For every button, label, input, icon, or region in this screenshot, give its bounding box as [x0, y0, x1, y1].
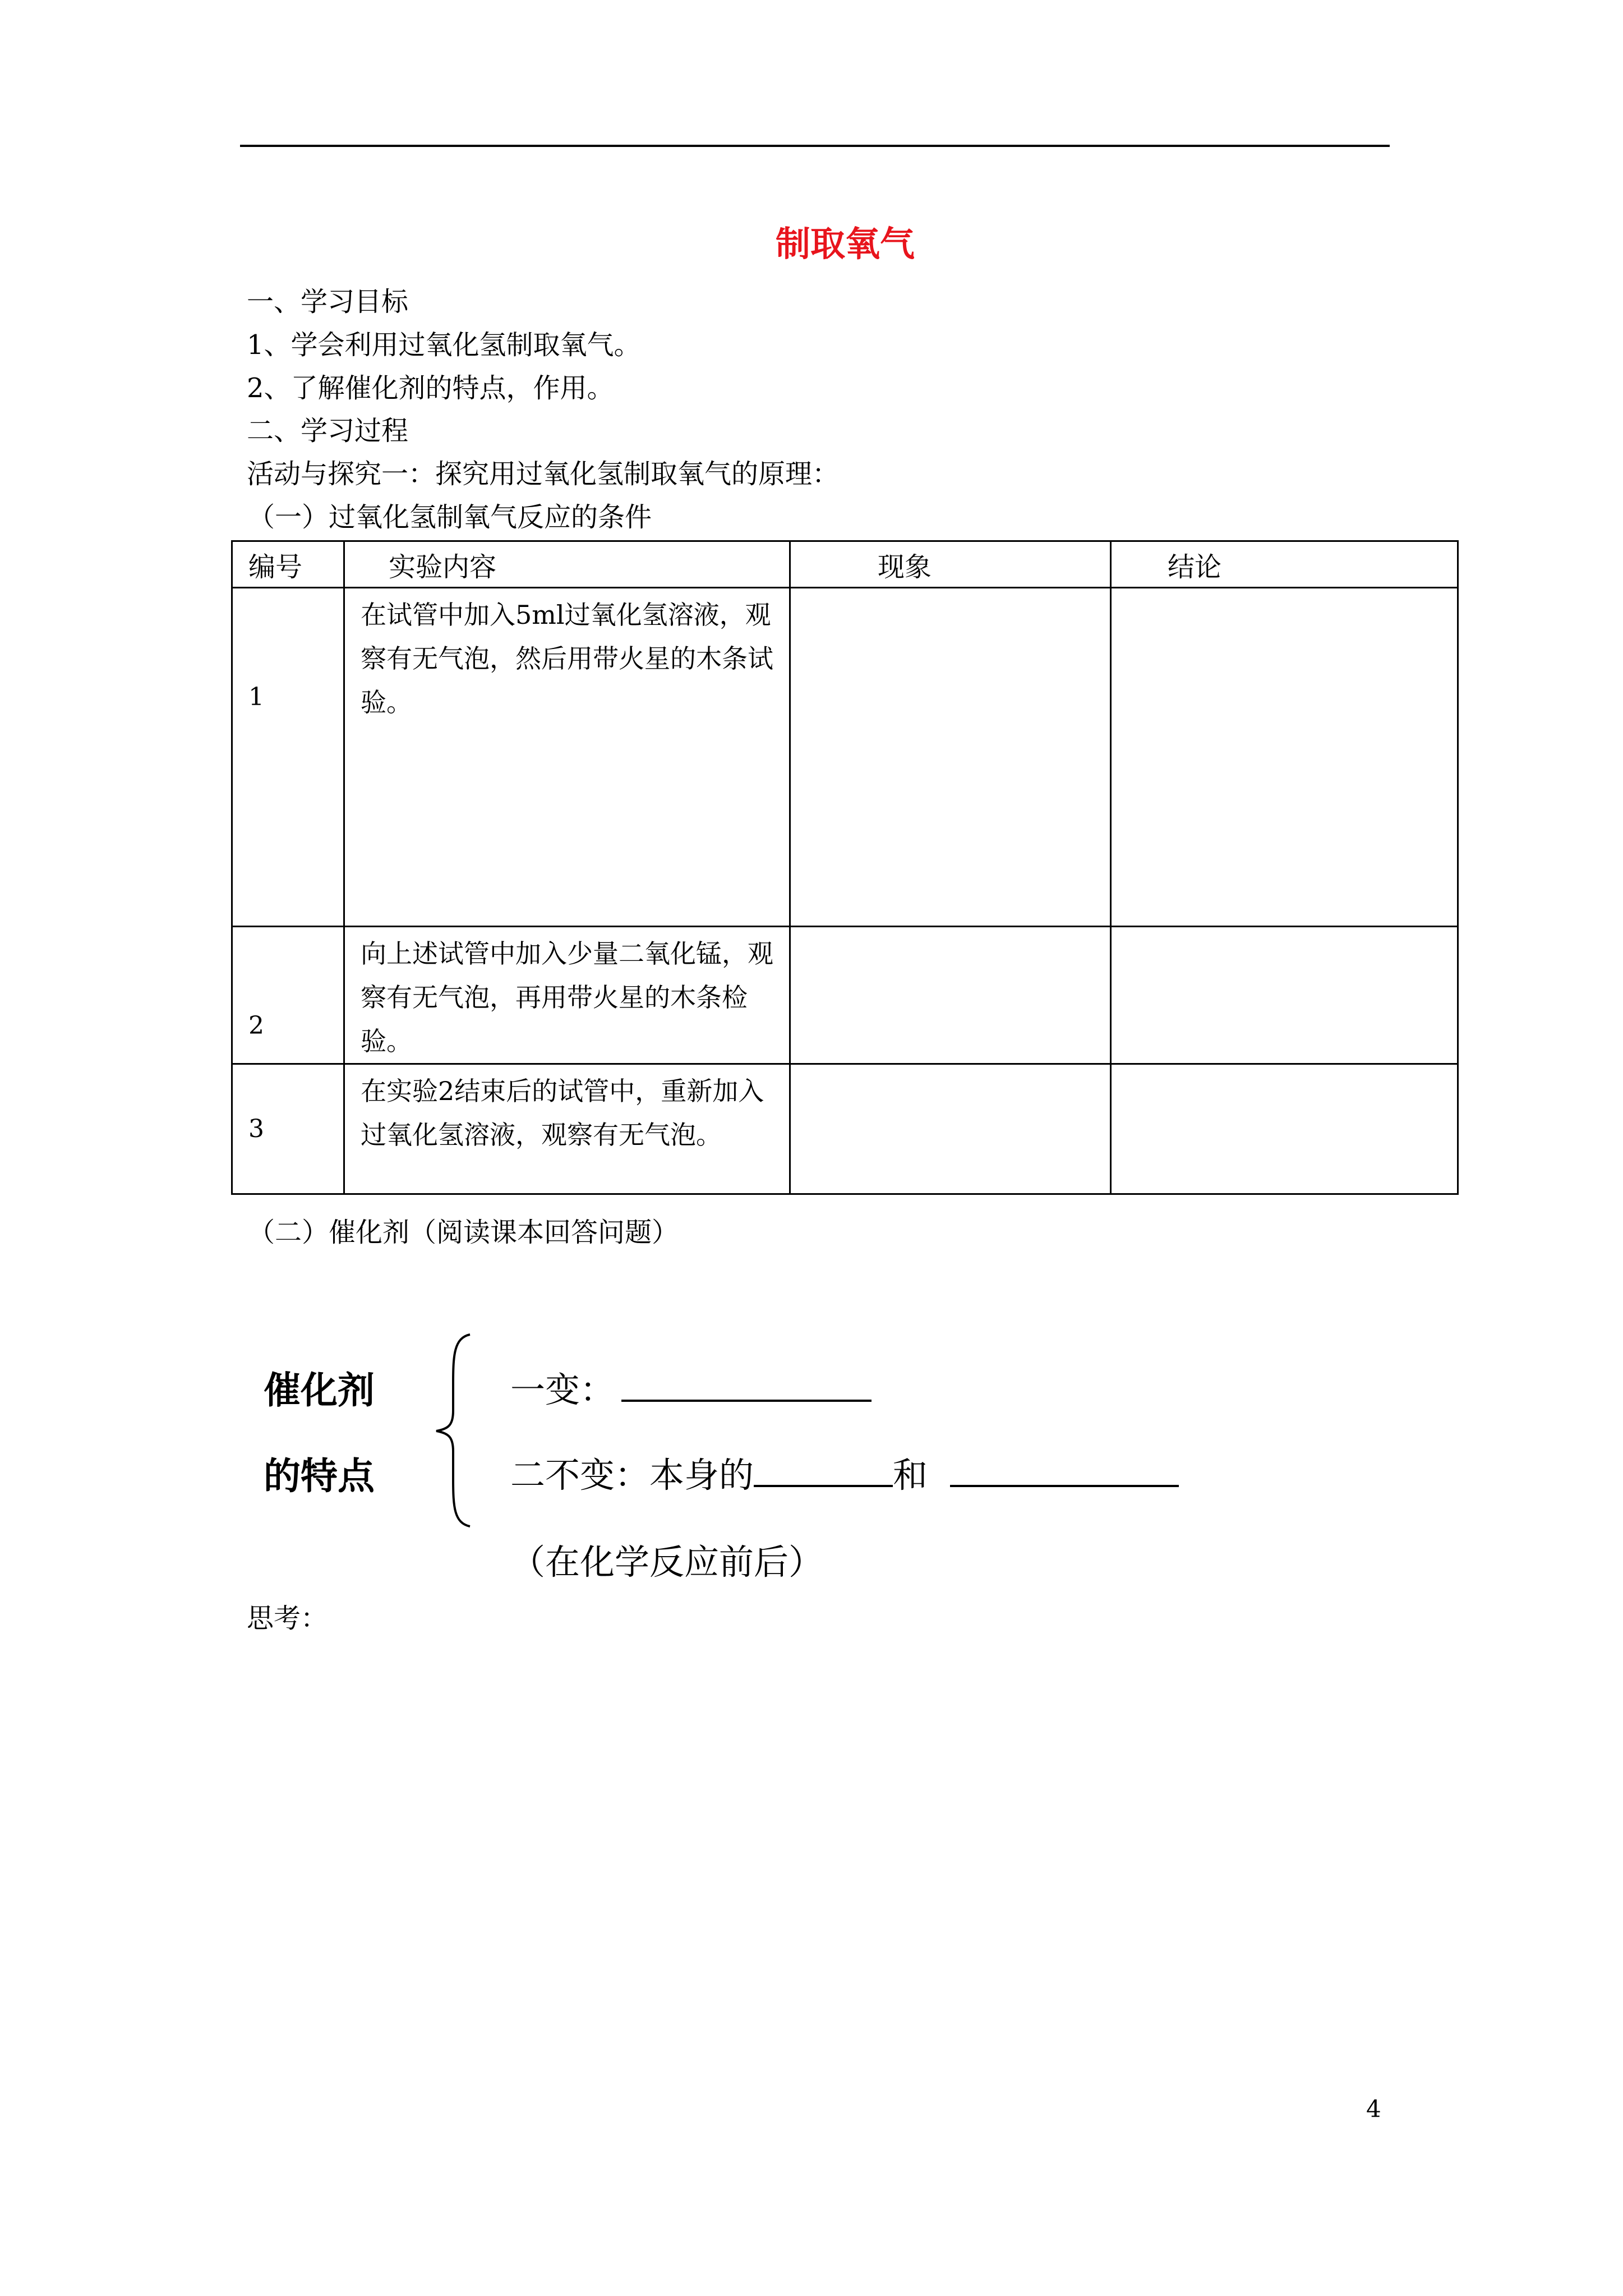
row-number-text: 3 — [248, 1115, 264, 1143]
catalyst-label-line1: 催化剂 — [264, 1369, 375, 1412]
goal-2: 2、了解催化剂的特点，作用。 — [247, 372, 614, 404]
table-row — [232, 927, 1458, 1064]
row-phenomenon[interactable] — [790, 588, 1111, 927]
header-conclusion: 结论 — [1111, 541, 1458, 588]
catalyst-change-row — [510, 1362, 872, 1412]
subsection-1-heading: （一）过氧化氢制氧气反应的条件 — [248, 501, 652, 533]
header-content: 实验内容 — [344, 541, 790, 588]
catalyst-label-line2: 的特点 — [264, 1455, 375, 1498]
header-phenomenon: 现象 — [790, 541, 1111, 588]
catalyst-unchanged-label: 二不变：本身的 — [510, 1455, 754, 1496]
change-answer-blank[interactable] — [621, 1399, 872, 1402]
row-content: 在实验2结束后的试管中，重新加入过氧化氢溶液，观察有无气泡。 — [344, 1064, 790, 1194]
row-content: 向上述试管中加入少量二氧化锰，观察有无气泡，再用带火星的木条检验。 — [344, 927, 790, 1064]
row-number — [232, 588, 344, 927]
catalyst-unchanged-row — [510, 1447, 1179, 1497]
row-conclusion[interactable] — [1111, 1064, 1458, 1194]
header-rule — [240, 145, 1390, 147]
row-phenomenon[interactable] — [790, 927, 1111, 1064]
row-number-text: 1 — [248, 683, 264, 711]
table-row — [232, 588, 1458, 927]
catalyst-and-word: 和 — [893, 1455, 928, 1496]
row-number-text: 2 — [248, 1011, 264, 1040]
goals-heading: 一、学习目标 — [247, 286, 409, 318]
row-phenomenon[interactable] — [790, 1064, 1111, 1194]
page-number: 4 — [1366, 2095, 1381, 2123]
row-content: 在试管中加入5ml过氧化氢溶液，观察有无气泡，然后用带火星的木条试验。 — [344, 588, 790, 927]
left-brace-icon — [432, 1332, 477, 1529]
catalyst-note: （在化学反应前后） — [510, 1542, 824, 1582]
unchanged-answer-blank-1[interactable] — [754, 1484, 893, 1487]
row-conclusion[interactable] — [1111, 927, 1458, 1064]
table-row — [232, 1064, 1458, 1194]
goal-1: 1、学会利用过氧化氢制取氧气。 — [247, 329, 641, 361]
think-heading: 思考： — [247, 1603, 328, 1634]
experiment-table — [231, 540, 1459, 1195]
process-heading: 二、学习过程 — [247, 415, 409, 447]
activity-1-heading: 活动与探究一：探究用过氧化氢制取氧气的原理： — [247, 458, 840, 490]
row-conclusion[interactable] — [1111, 588, 1458, 927]
row-number — [232, 1064, 344, 1194]
unchanged-answer-blank-2[interactable] — [950, 1484, 1179, 1487]
table-header-row — [232, 541, 1458, 588]
header-number: 编号 — [232, 541, 344, 588]
subsection-2-heading: （二）催化剂（阅读课本回答问题） — [248, 1217, 679, 1248]
page-title: 制取氧气 — [775, 223, 915, 264]
row-number — [232, 927, 344, 1064]
catalyst-change-label: 一变： — [510, 1369, 615, 1410]
